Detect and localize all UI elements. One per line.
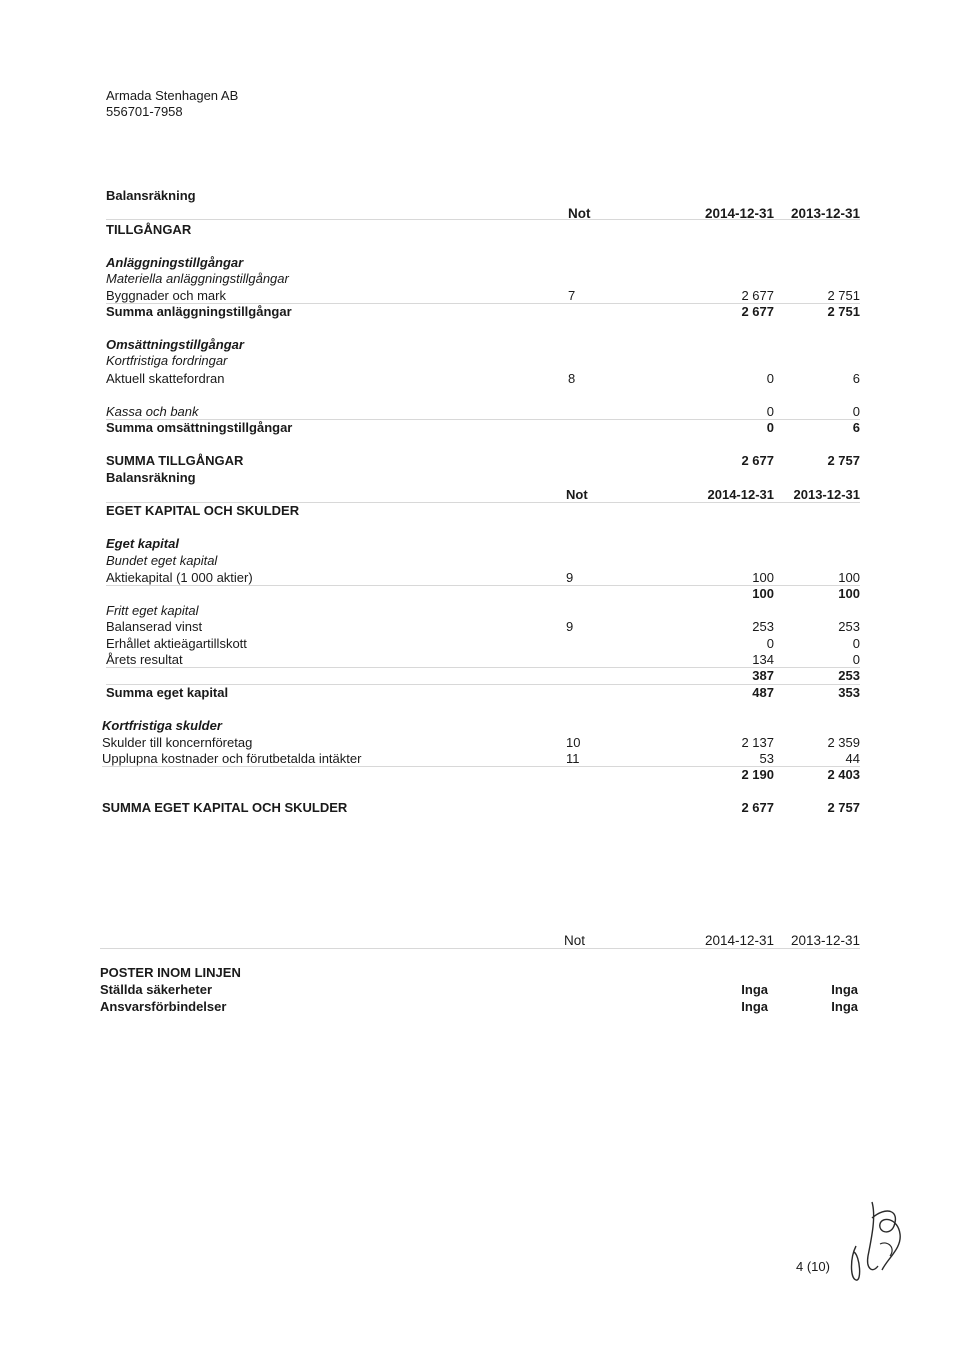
row-label: Aktiekapital (1 000 aktier) [106, 570, 253, 585]
eget-sum-2014: 487 [752, 685, 774, 700]
row-2014: 2 137 [741, 735, 774, 750]
row-2013: 0 [852, 636, 860, 651]
skulder-title: Kortfristiga skulder [102, 718, 222, 733]
omsattning-sum-label: Summa omsättningstillgångar [106, 420, 293, 435]
section2-col-2014: 2014-12-31 [707, 487, 774, 502]
row-2014: 100 [752, 570, 774, 585]
row-2013: Inga [831, 982, 858, 997]
total-assets-2014: 2 677 [741, 453, 774, 468]
section1-heading: TILLGÅNGAR [106, 222, 192, 237]
kassa-2014: 0 [766, 404, 774, 419]
row-label: Skulder till koncernföretag [102, 735, 253, 750]
skulder-sum-2013: 2 403 [827, 767, 860, 782]
bundet-sum-2013: 100 [838, 586, 860, 601]
bundet-sub: Bundet eget kapital [106, 553, 218, 568]
row-not: 10 [566, 735, 581, 750]
row-2013: 0 [852, 652, 860, 667]
row-label: Årets resultat [106, 652, 183, 667]
company-orgnr: 556701-7958 [106, 104, 183, 119]
omsattning-sum-2013: 6 [852, 420, 860, 435]
row-2014: Inga [741, 999, 768, 1014]
omsattning-title: Omsättningstillgångar [106, 337, 244, 352]
section2-col-not: Not [566, 487, 588, 502]
row-label: Byggnader och mark [106, 288, 226, 303]
total-liabilities-2014: 2 677 [741, 800, 774, 815]
page-number: 4 (10) [796, 1259, 830, 1274]
row-2013: 100 [838, 570, 860, 585]
eget-sum-label: Summa eget kapital [106, 685, 229, 700]
anlaggning-sub: Materiella anläggningstillgångar [106, 271, 289, 286]
row-2013: 44 [845, 751, 860, 766]
row-2013: 6 [852, 371, 860, 386]
row-2013: 2 359 [827, 735, 860, 750]
company-name: Armada Stenhagen AB [106, 88, 239, 103]
section3-col-2014: 2014-12-31 [704, 933, 774, 948]
row-2014: 0 [766, 371, 774, 386]
row-not: 8 [568, 371, 576, 386]
row-2014: 53 [759, 751, 774, 766]
row-2014: 253 [752, 619, 774, 634]
row-not: 9 [566, 570, 574, 585]
section3-col-2013: 2013-12-31 [790, 933, 860, 948]
row-label: Balanserad vinst [106, 619, 203, 634]
section2-col-2013: 2013-12-31 [793, 487, 860, 502]
bundet-sum-2014: 100 [752, 586, 774, 601]
signature-mark [842, 1196, 908, 1288]
anlaggning-title: Anläggningstillgångar [106, 255, 244, 270]
row-label: Ställda säkerheter [100, 982, 213, 997]
section1-col-2013: 2013-12-31 [790, 206, 860, 221]
section2-heading: EGET KAPITAL OCH SKULDER [106, 503, 300, 518]
section2-title: Balansräkning [106, 470, 196, 485]
omsattning-sum-2014: 0 [766, 420, 774, 435]
row-label: Erhållet aktieägartillskott [106, 636, 247, 651]
row-label: Aktuell skattefordran [106, 371, 225, 386]
row-2013: Inga [831, 999, 858, 1014]
row-2014: 0 [766, 636, 774, 651]
total-liabilities-label: SUMMA EGET KAPITAL OCH SKULDER [102, 800, 348, 815]
section3-heading: POSTER INOM LINJEN [100, 965, 241, 980]
row-2014: Inga [741, 982, 768, 997]
skulder-sum-2014: 2 190 [741, 767, 774, 782]
section3-col-not: Not [564, 933, 586, 948]
row-2014: 134 [752, 652, 774, 667]
fritt-sub: Fritt eget kapital [106, 603, 199, 618]
section1-col-not: Not [568, 206, 591, 221]
total-assets-2013: 2 757 [827, 453, 860, 468]
anlaggning-sum-2014: 2 677 [741, 304, 774, 319]
anlaggning-sum-2013: 2 751 [827, 304, 860, 319]
eget-sum-2013: 353 [838, 685, 860, 700]
row-2013: 253 [838, 619, 860, 634]
kassa-2013: 0 [852, 404, 860, 419]
total-liabilities-2013: 2 757 [827, 800, 860, 815]
row-label: Upplupna kostnader och förutbetalda intäkter [102, 751, 362, 766]
fritt-sum-2014: 387 [752, 668, 774, 683]
section1-col-2014: 2014-12-31 [704, 206, 774, 221]
row-not: 11 [566, 751, 580, 766]
fritt-sum-2013: 253 [838, 668, 860, 683]
row-2013: 2 751 [827, 288, 860, 303]
section1-title: Balansräkning [106, 188, 196, 203]
eget-title: Eget kapital [106, 536, 179, 551]
omsattning-sub: Kortfristiga fordringar [106, 353, 228, 368]
row-2014: 2 677 [741, 288, 774, 303]
row-not: 7 [568, 288, 576, 303]
row-not: 9 [566, 619, 574, 634]
anlaggning-sum-label: Summa anläggningstillgångar [106, 304, 292, 319]
row-label: Ansvarsförbindelser [100, 999, 227, 1014]
kassa-label: Kassa och bank [106, 404, 199, 419]
total-assets-label: SUMMA TILLGÅNGAR [106, 453, 244, 468]
